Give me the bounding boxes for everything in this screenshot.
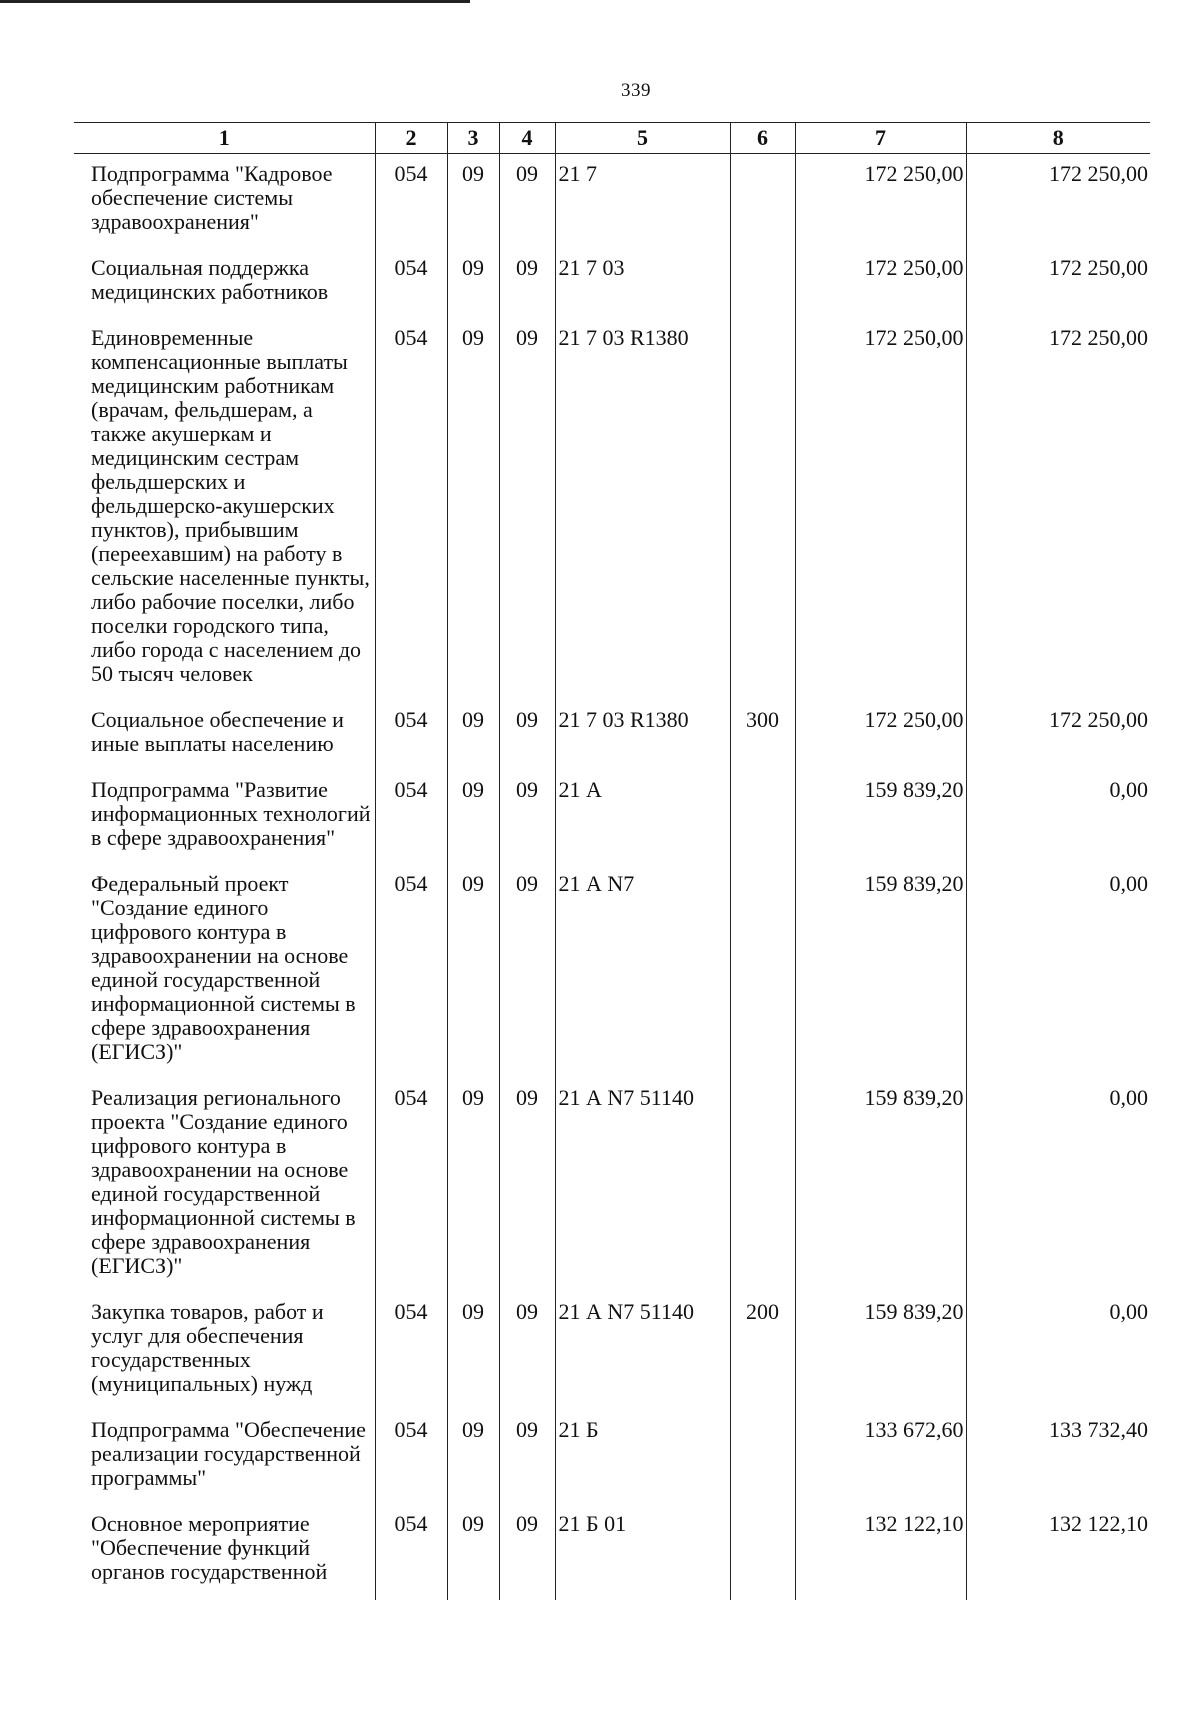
target-code: 21 А N7 51140 [555, 1292, 730, 1410]
expense-code [730, 1504, 795, 1600]
expense-code [730, 1410, 795, 1504]
table-row [74, 770, 1150, 864]
amount-col7: 159 839,20 [795, 1078, 966, 1292]
section-code: 09 [447, 864, 499, 1078]
gov-code: 054 [375, 1504, 447, 1600]
amount-col7: 172 250,00 [795, 248, 966, 318]
table-row [74, 248, 1150, 318]
table-row [74, 1292, 1150, 1410]
top-rule [0, 0, 470, 3]
subsection-code: 09 [499, 700, 555, 770]
section-code: 09 [447, 154, 499, 249]
expense-code [730, 248, 795, 318]
amount-col8: 172 250,00 [966, 248, 1150, 318]
gov-code: 054 [375, 318, 447, 700]
amount-col7: 133 672,60 [795, 1410, 966, 1504]
amount-col8: 172 250,00 [966, 700, 1150, 770]
budget-table [74, 122, 1150, 1600]
amount-col8: 172 250,00 [966, 154, 1150, 249]
column-header-5: 5 [555, 123, 730, 154]
amount-col8: 0,00 [966, 770, 1150, 864]
item-name: Подпрограмма "Развитие информационных технологий в сфере здравоохранения" [91, 777, 371, 850]
gov-code: 054 [375, 1410, 447, 1504]
gov-code: 054 [375, 770, 447, 864]
target-code: 21 А [555, 770, 730, 864]
gov-code: 054 [375, 154, 447, 249]
target-code: 21 А N7 51140 [555, 1078, 730, 1292]
expense-code [730, 864, 795, 1078]
column-header-2: 2 [375, 123, 447, 154]
amount-col7: 172 250,00 [795, 700, 966, 770]
amount-col7: 159 839,20 [795, 864, 966, 1078]
column-header-1: 1 [74, 123, 375, 154]
section-code: 09 [447, 770, 499, 864]
subsection-code: 09 [499, 864, 555, 1078]
table-row [74, 700, 1150, 770]
target-code: 21 7 03 R1380 [555, 318, 730, 700]
expense-code [730, 154, 795, 249]
gov-code: 054 [375, 700, 447, 770]
section-code: 09 [447, 1078, 499, 1292]
amount-col7: 159 839,20 [795, 770, 966, 864]
section-code: 09 [447, 1292, 499, 1410]
gov-code: 054 [375, 248, 447, 318]
subsection-code: 09 [499, 1410, 555, 1504]
target-code: 21 7 03 R1380 [555, 700, 730, 770]
subsection-code: 09 [499, 318, 555, 700]
subsection-code: 09 [499, 1504, 555, 1600]
gov-code: 054 [375, 1292, 447, 1410]
table-row [74, 318, 1150, 700]
expense-code [730, 770, 795, 864]
table-row [74, 864, 1150, 1078]
gov-code: 054 [375, 864, 447, 1078]
column-header-4: 4 [499, 123, 555, 154]
target-code: 21 А N7 [555, 864, 730, 1078]
section-code: 09 [447, 318, 499, 700]
target-code: 21 7 03 [555, 248, 730, 318]
item-name: Основное мероприятие "Обеспечение функций органов государственной [91, 1511, 328, 1584]
page-number: 339 [621, 80, 651, 101]
amount-col8: 172 250,00 [966, 318, 1150, 700]
target-code: 21 Б [555, 1410, 730, 1504]
item-name: Закупка товаров, работ и услуг для обеспечения государственных (муниципальных) нужд [91, 1299, 324, 1396]
target-code: 21 Б 01 [555, 1504, 730, 1600]
amount-col7: 172 250,00 [795, 318, 966, 700]
amount-col7: 132 122,10 [795, 1504, 966, 1600]
header-row [74, 123, 1150, 154]
section-code: 09 [447, 1504, 499, 1600]
table-row [74, 154, 1150, 249]
subsection-code: 09 [499, 1292, 555, 1410]
section-code: 09 [447, 700, 499, 770]
expense-code [730, 1078, 795, 1292]
item-name: Подпрограмма "Кадровое обеспечение системы здравоохранения" [91, 161, 333, 234]
expense-code: 300 [730, 700, 795, 770]
subsection-code: 09 [499, 1078, 555, 1292]
amount-col8: 132 122,10 [966, 1504, 1150, 1600]
table-row [74, 1410, 1150, 1504]
subsection-code: 09 [499, 248, 555, 318]
table-row [74, 1504, 1150, 1600]
expense-code: 200 [730, 1292, 795, 1410]
amount-col7: 172 250,00 [795, 154, 966, 249]
column-header-8: 8 [966, 123, 1150, 154]
section-code: 09 [447, 1410, 499, 1504]
item-name: Социальная поддержка медицинских работников [91, 255, 329, 304]
amount-col8: 0,00 [966, 1292, 1150, 1410]
amount-col7: 159 839,20 [795, 1292, 966, 1410]
item-name: Социальное обеспечение и иные выплаты населению [91, 707, 344, 756]
table-row [74, 1078, 1150, 1292]
item-name: Федеральный проект "Создание единого цифрового контура в здравоохранении на основе единой государственной информационной системы в сфере здравоохранения (ЕГИСЗ)" [91, 871, 356, 1064]
amount-col8: 0,00 [966, 864, 1150, 1078]
subsection-code: 09 [499, 154, 555, 249]
section-code: 09 [447, 248, 499, 318]
item-name: Реализация регионального проекта "Создание единого цифрового контура в здравоохранении на основе единой государственной информационной системы в сфере здравоохранения (ЕГИСЗ)" [91, 1085, 356, 1278]
column-header-6: 6 [730, 123, 795, 154]
subsection-code: 09 [499, 770, 555, 864]
gov-code: 054 [375, 1078, 447, 1292]
column-header-7: 7 [795, 123, 966, 154]
amount-col8: 0,00 [966, 1078, 1150, 1292]
expense-code [730, 318, 795, 700]
item-name: Единовременные компенсационные выплаты медицинским работникам (врачам, фельдшерам, а также акушеркам и медицинским сестрам фельдшерских и фельдшерско-акушерских пунктов), прибывшим (переехавшим) на работу в сельские населенные пункты, либо рабочие поселки, либо поселки городского типа, либо города с населением до 50 тысяч человек [91, 325, 370, 686]
item-name: Подпрограмма "Обеспечение реализации государственной программы" [91, 1417, 366, 1490]
amount-col8: 133 732,40 [966, 1410, 1150, 1504]
column-header-3: 3 [447, 123, 499, 154]
target-code: 21 7 [555, 154, 730, 249]
